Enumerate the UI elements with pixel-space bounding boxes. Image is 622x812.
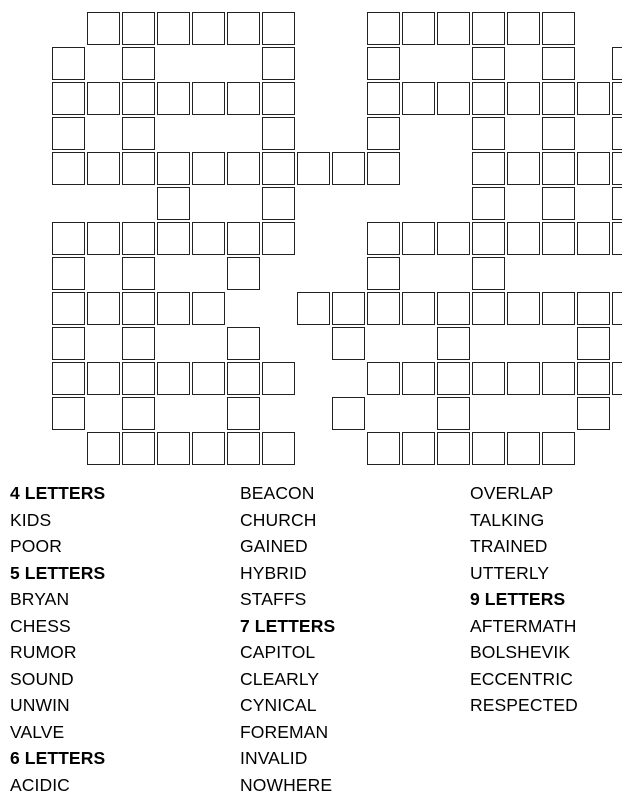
grid-cell[interactable] [542,222,575,255]
grid-cell[interactable] [227,397,260,430]
grid-cell[interactable] [52,47,85,80]
word-item: SOUND [10,668,74,689]
grid-cell[interactable] [262,12,295,45]
grid-cell[interactable] [437,432,470,465]
grid-cell[interactable] [157,82,190,115]
grid-cell[interactable] [472,257,505,290]
grid-cell[interactable] [227,12,260,45]
grid-cell[interactable] [542,187,575,220]
grid-cell[interactable] [612,222,622,255]
word-item: CHESS [10,615,71,636]
grid-cell[interactable] [87,152,120,185]
word-item: TALKING [470,509,545,530]
grid-cell[interactable] [402,432,435,465]
grid-cell[interactable] [472,47,505,80]
grid-cell[interactable] [192,12,225,45]
grid-cell[interactable] [367,292,400,325]
word-item: CYNICAL [240,695,317,715]
grid-cell[interactable] [52,82,85,115]
grid-cell[interactable] [577,397,610,430]
grid-cell[interactable] [542,292,575,325]
word-column-2 [240,480,335,798]
grid-cell[interactable] [437,12,470,45]
word-item: ACIDIC [10,774,70,795]
grid-cell[interactable] [122,362,155,395]
grid-cell[interactable] [332,292,365,325]
grid-cell[interactable] [52,117,85,150]
grid-cell[interactable] [227,152,260,185]
word-item: RUMOR [10,642,77,662]
grid-cell[interactable] [122,12,155,45]
grid-cell[interactable] [472,292,505,325]
word-item: BOLSHEVIK [470,642,571,662]
grid-cell[interactable] [52,362,85,395]
word-column-3 [470,480,578,719]
grid-cell[interactable] [262,152,295,185]
word-item: INVALID [240,748,308,768]
grid-cell[interactable] [507,432,540,465]
grid-cell[interactable] [472,432,505,465]
grid-cell[interactable] [577,362,610,395]
word-item: STAFFS [240,589,307,609]
word-item: KIDS [10,509,52,530]
grid-cell[interactable] [367,222,400,255]
word-list [0,480,622,810]
grid-cell[interactable] [437,397,470,430]
word-length-heading: 9 LETTERS [470,589,566,609]
word-item: OVERLAP [470,483,554,503]
grid-cell[interactable] [192,432,225,465]
grid-cell[interactable] [192,82,225,115]
grid-cell[interactable] [227,222,260,255]
grid-cell[interactable] [122,47,155,80]
grid-cell[interactable] [612,362,622,395]
word-item: ECCENTRIC [470,668,573,689]
grid-cell[interactable] [612,152,622,185]
word-item: BEACON [240,483,315,503]
grid-cell[interactable] [612,47,622,80]
grid-cell[interactable] [367,362,400,395]
grid-cell[interactable] [297,292,330,325]
grid-cell[interactable] [262,432,295,465]
grid-cell[interactable] [367,152,400,185]
grid-cell[interactable] [437,82,470,115]
grid-cell[interactable] [87,82,120,115]
grid-cell[interactable] [122,292,155,325]
word-item: VALVE [10,721,65,742]
grid-cell[interactable] [542,117,575,150]
grid-cell[interactable] [507,222,540,255]
grid-cell[interactable] [507,82,540,115]
grid-cell[interactable] [402,12,435,45]
word-item: NOWHERE [240,774,333,795]
grid-cell[interactable] [612,82,622,115]
grid-cell[interactable] [507,292,540,325]
word-item: AFTERMATH [470,615,577,636]
grid-cell[interactable] [542,12,575,45]
grid-cell[interactable] [542,47,575,80]
word-item: CLEARLY [240,668,320,689]
grid-cell[interactable] [402,222,435,255]
grid-cell[interactable] [332,152,365,185]
grid-cell[interactable] [332,327,365,360]
grid-cell[interactable] [367,257,400,290]
word-length-heading: 5 LETTERS [10,562,106,583]
grid-cell[interactable] [122,257,155,290]
word-item: BRYAN [10,589,70,609]
grid-cell[interactable] [367,117,400,150]
word-item: RESPECTED [470,695,578,715]
grid-cell[interactable] [227,257,260,290]
grid-cell[interactable] [262,222,295,255]
grid-cell[interactable] [402,292,435,325]
grid-cell[interactable] [542,82,575,115]
grid-cell[interactable] [542,362,575,395]
grid-cell[interactable] [507,12,540,45]
grid-cell[interactable] [227,82,260,115]
grid-cell[interactable] [122,152,155,185]
grid-cell[interactable] [472,117,505,150]
grid-cell[interactable] [367,432,400,465]
grid-cell[interactable] [612,187,622,220]
grid-cell[interactable] [577,292,610,325]
grid-cell[interactable] [262,187,295,220]
grid-cell[interactable] [52,222,85,255]
grid-cell[interactable] [87,12,120,45]
word-item: POOR [10,536,62,556]
grid-cell[interactable] [262,82,295,115]
grid-cell[interactable] [122,327,155,360]
grid-cell[interactable] [507,362,540,395]
grid-cell[interactable] [577,222,610,255]
grid-cell[interactable] [472,152,505,185]
word-length-heading: 7 LETTERS [240,615,336,636]
grid-cell[interactable] [157,12,190,45]
word-column-1 [10,480,105,798]
word-item: CAPITOL [240,642,316,662]
grid-cell[interactable] [472,222,505,255]
grid-cell[interactable] [157,292,190,325]
word-item: GAINED [240,536,308,556]
grid-cell[interactable] [402,82,435,115]
grid-cell[interactable] [332,397,365,430]
grid-cell[interactable] [437,362,470,395]
grid-cell[interactable] [472,12,505,45]
word-item: UTTERLY [470,562,550,583]
grid-cell[interactable] [52,257,85,290]
grid-cell[interactable] [87,222,120,255]
grid-cell[interactable] [52,292,85,325]
grid-cell[interactable] [192,222,225,255]
grid-cell[interactable] [542,432,575,465]
grid-cell[interactable] [262,362,295,395]
grid-cell[interactable] [437,327,470,360]
grid-cell[interactable] [122,82,155,115]
word-item: CHURCH [240,509,317,530]
grid-cell[interactable] [402,362,435,395]
grid-cell[interactable] [52,327,85,360]
grid-cell[interactable] [87,292,120,325]
grid-cell[interactable] [192,362,225,395]
grid-cell[interactable] [472,82,505,115]
grid-cell[interactable] [472,362,505,395]
grid-cell[interactable] [577,82,610,115]
grid-cell[interactable] [122,432,155,465]
grid-cell[interactable] [87,362,120,395]
grid-cell[interactable] [437,222,470,255]
grid-cell[interactable] [52,397,85,430]
grid-cell[interactable] [122,222,155,255]
word-item: UNWIN [10,695,70,715]
grid-cell[interactable] [507,152,540,185]
grid-cell[interactable] [157,362,190,395]
grid-cell[interactable] [472,187,505,220]
grid-cell[interactable] [157,222,190,255]
word-length-heading: 4 LETTERS [10,483,106,503]
grid-cell[interactable] [262,117,295,150]
word-item: FOREMAN [240,721,329,742]
grid-cell[interactable] [227,362,260,395]
word-item: TRAINED [470,536,548,556]
grid-cell[interactable] [87,432,120,465]
word-length-heading: 6 LETTERS [10,748,106,768]
grid-cell[interactable] [367,12,400,45]
grid-cell[interactable] [297,152,330,185]
grid-cell[interactable] [227,432,260,465]
grid-cell[interactable] [367,47,400,80]
grid-cell[interactable] [437,292,470,325]
grid-cell[interactable] [577,152,610,185]
grid-cell[interactable] [227,327,260,360]
grid-cell[interactable] [157,187,190,220]
grid-cell[interactable] [542,152,575,185]
grid-cell[interactable] [367,82,400,115]
grid-cell[interactable] [157,432,190,465]
grid-cell[interactable] [192,292,225,325]
grid-cell[interactable] [122,117,155,150]
grid-cell[interactable] [122,397,155,430]
grid-cell[interactable] [157,152,190,185]
grid-cell[interactable] [612,117,622,150]
word-item: HYBRID [240,562,307,583]
grid-cell[interactable] [577,327,610,360]
grid-cell[interactable] [192,152,225,185]
grid-cell[interactable] [52,152,85,185]
grid-cell[interactable] [612,292,622,325]
grid-cell[interactable] [262,47,295,80]
